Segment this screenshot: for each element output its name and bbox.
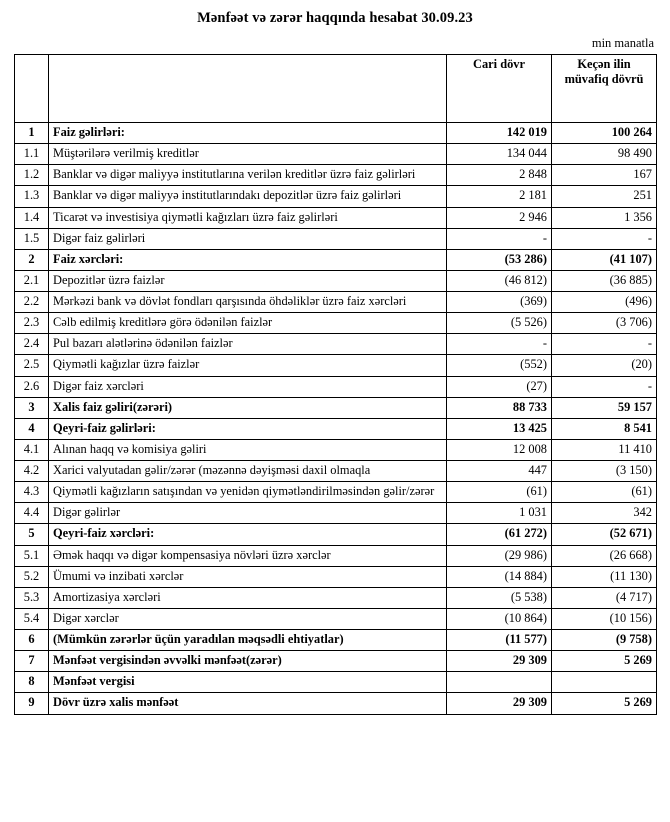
row-label: Qiymətli kağızların satışından və yenidən qiymətləndirilməsindən gəlir/zərər <box>49 482 447 503</box>
table-row <box>15 418 657 439</box>
row-value-previous: 8 541 <box>552 418 657 439</box>
table-row <box>15 313 657 334</box>
row-number: 4.3 <box>15 482 49 503</box>
row-number: 1 <box>15 123 49 144</box>
table-row <box>15 334 657 355</box>
row-value-current: (10 864) <box>447 608 552 629</box>
row-value-current: 134 044 <box>447 144 552 165</box>
row-value-previous: 167 <box>552 165 657 186</box>
row-label: Digər gəlirlər <box>49 503 447 524</box>
row-value-previous: 342 <box>552 503 657 524</box>
row-label: Digər xərclər <box>49 608 447 629</box>
row-number: 5.1 <box>15 545 49 566</box>
row-value-current: 29 309 <box>447 693 552 714</box>
row-value-previous: (41 107) <box>552 249 657 270</box>
row-value-previous: (36 885) <box>552 270 657 291</box>
table-row <box>15 207 657 228</box>
row-value-current: (11 577) <box>447 630 552 651</box>
profit-loss-table <box>14 54 657 715</box>
row-label: Dövr üzrə xalis mənfəət <box>49 693 447 714</box>
row-value-previous: 5 269 <box>552 693 657 714</box>
row-label: Pul bazarı alətlərinə ödənilən faizlər <box>49 334 447 355</box>
table-row <box>15 376 657 397</box>
table-row <box>15 482 657 503</box>
table-row <box>15 693 657 714</box>
column-header-previous-period: Keçən ilin müvafiq dövrü <box>552 55 657 123</box>
row-label: Qeyri-faiz xərcləri: <box>49 524 447 545</box>
table-row <box>15 651 657 672</box>
row-value-current: 13 425 <box>447 418 552 439</box>
row-value-previous: 251 <box>552 186 657 207</box>
row-number: 4.1 <box>15 439 49 460</box>
row-value-previous: 98 490 <box>552 144 657 165</box>
row-number: 4.4 <box>15 503 49 524</box>
row-value-current: 2 181 <box>447 186 552 207</box>
row-value-previous: (26 668) <box>552 545 657 566</box>
row-value-current <box>447 672 552 693</box>
table-row <box>15 545 657 566</box>
row-value-current: 1 031 <box>447 503 552 524</box>
table-row <box>15 397 657 418</box>
row-label: Xalis faiz gəliri(zərəri) <box>49 397 447 418</box>
row-value-previous: (20) <box>552 355 657 376</box>
row-value-previous: - <box>552 334 657 355</box>
table-row <box>15 630 657 651</box>
column-header-current-period: Cari dövr <box>447 55 552 123</box>
row-label: Qeyri-faiz gəlirləri: <box>49 418 447 439</box>
row-number: 1.2 <box>15 165 49 186</box>
row-number: 5 <box>15 524 49 545</box>
row-value-previous: (11 130) <box>552 566 657 587</box>
row-value-current: 88 733 <box>447 397 552 418</box>
table-row <box>15 270 657 291</box>
row-label: Xarici valyutadan gəlir/zərər (məzənnə dəyişməsi daxil olmaqla <box>49 461 447 482</box>
table-header <box>15 55 657 123</box>
row-label: Banklar və digər maliyyə institutlarındakı depozitlər üzrə faiz gəlirləri <box>49 186 447 207</box>
row-value-current: (5 538) <box>447 587 552 608</box>
row-number: 2.5 <box>15 355 49 376</box>
row-value-current: (61 272) <box>447 524 552 545</box>
table-row <box>15 123 657 144</box>
row-value-previous: (4 717) <box>552 587 657 608</box>
row-value-previous: 1 356 <box>552 207 657 228</box>
row-label: Alınan haqq və komisiya gəliri <box>49 439 447 460</box>
row-value-previous: (3 150) <box>552 461 657 482</box>
row-value-current: (5 526) <box>447 313 552 334</box>
row-number: 2.1 <box>15 270 49 291</box>
row-value-current: (29 986) <box>447 545 552 566</box>
row-value-current: 2 946 <box>447 207 552 228</box>
row-value-previous: (496) <box>552 292 657 313</box>
row-label: Depozitlər üzrə faizlər <box>49 270 447 291</box>
row-label: Amortizasiya xərcləri <box>49 587 447 608</box>
units-note: min manatla <box>591 36 654 50</box>
row-label: Ümumi və inzibati xərclər <box>49 566 447 587</box>
row-value-previous: 100 264 <box>552 123 657 144</box>
column-header-name <box>49 55 447 123</box>
row-value-current: (27) <box>447 376 552 397</box>
table-row <box>15 524 657 545</box>
row-number: 2.3 <box>15 313 49 334</box>
row-number: 7 <box>15 651 49 672</box>
row-value-previous: 5 269 <box>552 651 657 672</box>
row-number: 2.6 <box>15 376 49 397</box>
table-row <box>15 228 657 249</box>
row-value-current: 447 <box>447 461 552 482</box>
row-number: 5.2 <box>15 566 49 587</box>
row-value-current: 142 019 <box>447 123 552 144</box>
table-row <box>15 355 657 376</box>
table-row <box>15 566 657 587</box>
row-label: Əmək haqqı və digər kompensasiya növləri üzrə xərclər <box>49 545 447 566</box>
row-number: 9 <box>15 693 49 714</box>
row-label: (Mümkün zərərlər üçün yaradılan məqsədli ehtiyatlar) <box>49 630 447 651</box>
table-row <box>15 249 657 270</box>
row-value-previous: 59 157 <box>552 397 657 418</box>
row-value-current: (369) <box>447 292 552 313</box>
row-label: Faiz xərcləri: <box>49 249 447 270</box>
row-number: 1.3 <box>15 186 49 207</box>
row-value-current: 12 008 <box>447 439 552 460</box>
row-number: 8 <box>15 672 49 693</box>
row-value-previous: (9 758) <box>552 630 657 651</box>
row-value-previous: (61) <box>552 482 657 503</box>
row-value-current: - <box>447 334 552 355</box>
row-value-previous: (10 156) <box>552 608 657 629</box>
row-label: Ticarət və investisiya qiymətli kağızları üzrə faiz gəlirləri <box>49 207 447 228</box>
row-value-current: (14 884) <box>447 566 552 587</box>
row-label: Digər faiz xərcləri <box>49 376 447 397</box>
row-label: Qiymətli kağızlar üzrə faizlər <box>49 355 447 376</box>
row-number: 6 <box>15 630 49 651</box>
row-label: Banklar və digər maliyyə institutlarına verilən kreditlər üzrə faiz gəlirləri <box>49 165 447 186</box>
row-number: 1.1 <box>15 144 49 165</box>
table-body <box>15 123 657 715</box>
row-value-previous: - <box>552 228 657 249</box>
table-row <box>15 292 657 313</box>
row-label: Mənfəət vergisi <box>49 672 447 693</box>
row-value-current: 29 309 <box>447 651 552 672</box>
table-row <box>15 144 657 165</box>
row-value-current: (552) <box>447 355 552 376</box>
table-row <box>15 165 657 186</box>
row-value-previous: 11 410 <box>552 439 657 460</box>
row-label: Cəlb edilmiş kreditlərə görə ödənilən faizlər <box>49 313 447 334</box>
row-number: 1.5 <box>15 228 49 249</box>
row-value-previous <box>552 672 657 693</box>
page-title: Mənfəət və zərər haqqında hesabat 30.09.23 <box>197 10 473 26</box>
row-label: Digər faiz gəlirləri <box>49 228 447 249</box>
table-row <box>15 461 657 482</box>
row-value-current: (46 812) <box>447 270 552 291</box>
row-value-current: (61) <box>447 482 552 503</box>
row-number: 2.4 <box>15 334 49 355</box>
table-row <box>15 608 657 629</box>
row-label: Mərkəzi bank və dövlət fondları qarşısında öhdəliklər üzrə faiz xərcləri <box>49 292 447 313</box>
row-value-previous: - <box>552 376 657 397</box>
row-value-current: - <box>447 228 552 249</box>
row-number: 5.4 <box>15 608 49 629</box>
row-value-current: (53 286) <box>447 249 552 270</box>
table-row <box>15 672 657 693</box>
row-label: Müştərilərə verilmiş kreditlər <box>49 144 447 165</box>
column-header-no <box>15 55 49 123</box>
table-row <box>15 439 657 460</box>
row-label: Mənfəət vergisindən əvvəlki mənfəət(zərər) <box>49 651 447 672</box>
row-label: Faiz gəlirləri: <box>49 123 447 144</box>
row-number: 3 <box>15 397 49 418</box>
row-value-previous: (3 706) <box>552 313 657 334</box>
table-row <box>15 503 657 524</box>
row-value-current: 2 848 <box>447 165 552 186</box>
row-number: 1.4 <box>15 207 49 228</box>
row-number: 4 <box>15 418 49 439</box>
table-row <box>15 587 657 608</box>
row-number: 4.2 <box>15 461 49 482</box>
table-row <box>15 186 657 207</box>
row-number: 2 <box>15 249 49 270</box>
row-number: 5.3 <box>15 587 49 608</box>
row-value-previous: (52 671) <box>552 524 657 545</box>
row-number: 2.2 <box>15 292 49 313</box>
